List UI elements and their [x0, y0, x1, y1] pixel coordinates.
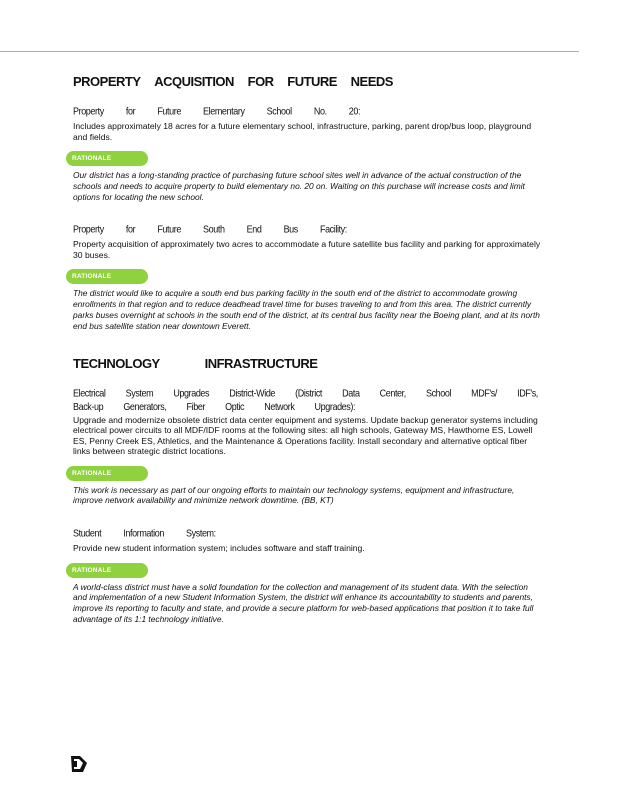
- rationale-text: A world-class district must have a solid foundation for the collection and management of its student data. With the selection and implementation of a new Student Information System, the district will enhance its accountability to students and parents, improve its reporting to faculty and state, and provide a secure platform for web-based applications that position it to take full advantage of its 1:1 technology initiative.: [73, 581, 534, 625]
- page-content: [73, 74, 543, 645]
- item-body: Upgrade and modernize obsolete district data center equipment and systems. Update backup generator systems including electrical power circuits to all MDF/IDF rooms at the following sites: all high schools, Gateway MS, Hawthorne ES, Lowell ES, Penny Creek ES, Athletics, and the Maintenance & Operations facility. Install secondary and alternative optical fiber links between strategic district locations.: [73, 414, 538, 457]
- section-title-word: NEEDS: [350, 74, 393, 89]
- rationale-text: This work is necessary as part of our ongoing efforts to maintain our technology systems, equipment and infrastructure, improve network availability and minimize network downtime. (BB, KT): [73, 484, 515, 506]
- rationale-text: The district would like to acquire a south end bus parking facility in the south end of the district to accommodate growing enrollments in that region and to reduce deadhead travel time for buses traveling to and from this area. The district currently parks buses overnight at schools in the south end of the district, at its central bus facility near the Boeing plant, and at its north end bus satellite station near downtown Everett.: [73, 288, 540, 331]
- section-title-technology: TECHNOLOGY INFRASTRUCTURE: [73, 355, 318, 371]
- item-bus-facility: [73, 222, 543, 331]
- rationale-badge: RATIONALE: [66, 466, 148, 481]
- rationale-badge: RATIONALE: [66, 269, 148, 284]
- item-student-information-system: [73, 526, 543, 625]
- item-electrical-upgrades: [73, 386, 543, 507]
- item-elementary-school: [73, 104, 543, 202]
- section-title-property: [73, 74, 543, 90]
- item-body: Provide new student information system; includes software and staff training.: [73, 543, 365, 554]
- item-heading: Electrical System Upgrades District-Wide (District Data Center, School MDF's/ IDF's, Back-up Generators, Fiber Optic Network Upgrades):: [73, 386, 538, 413]
- item-heading: Property for Future Elementary School No. 20:: [73, 105, 361, 117]
- section-title-word: PROPERTY: [73, 74, 141, 89]
- item-heading: Student Information System:: [73, 527, 216, 539]
- rationale-badge: RATIONALE: [66, 151, 148, 166]
- logo-mark-icon: [70, 754, 90, 774]
- rationale-text: Our district has a long-standing practice of purchasing future school sites well in advance of the actual construction of the schools and needs to acquire property to build elementary no. 20 on. Waiting on this purchase will increase costs and limit options for locating the new school.: [73, 170, 525, 202]
- rationale-badge: RATIONALE: [66, 563, 148, 578]
- item-body: Property acquisition of approximately two acres to accommodate a future satellite bus facility and parking for approximately 30 buses.: [73, 239, 541, 260]
- item-heading: Property for Future South End Bus Facility:: [73, 223, 347, 236]
- section-title-word: FOR: [247, 74, 274, 89]
- section-title-word: FUTURE: [287, 74, 337, 89]
- header-rule: [0, 51, 579, 52]
- item-body: Includes approximately 18 acres for a future elementary school, infrastructure, parking, parent drop/bus loop, playground and fields.: [73, 121, 532, 142]
- section-title-word: ACQUISITION: [154, 74, 234, 89]
